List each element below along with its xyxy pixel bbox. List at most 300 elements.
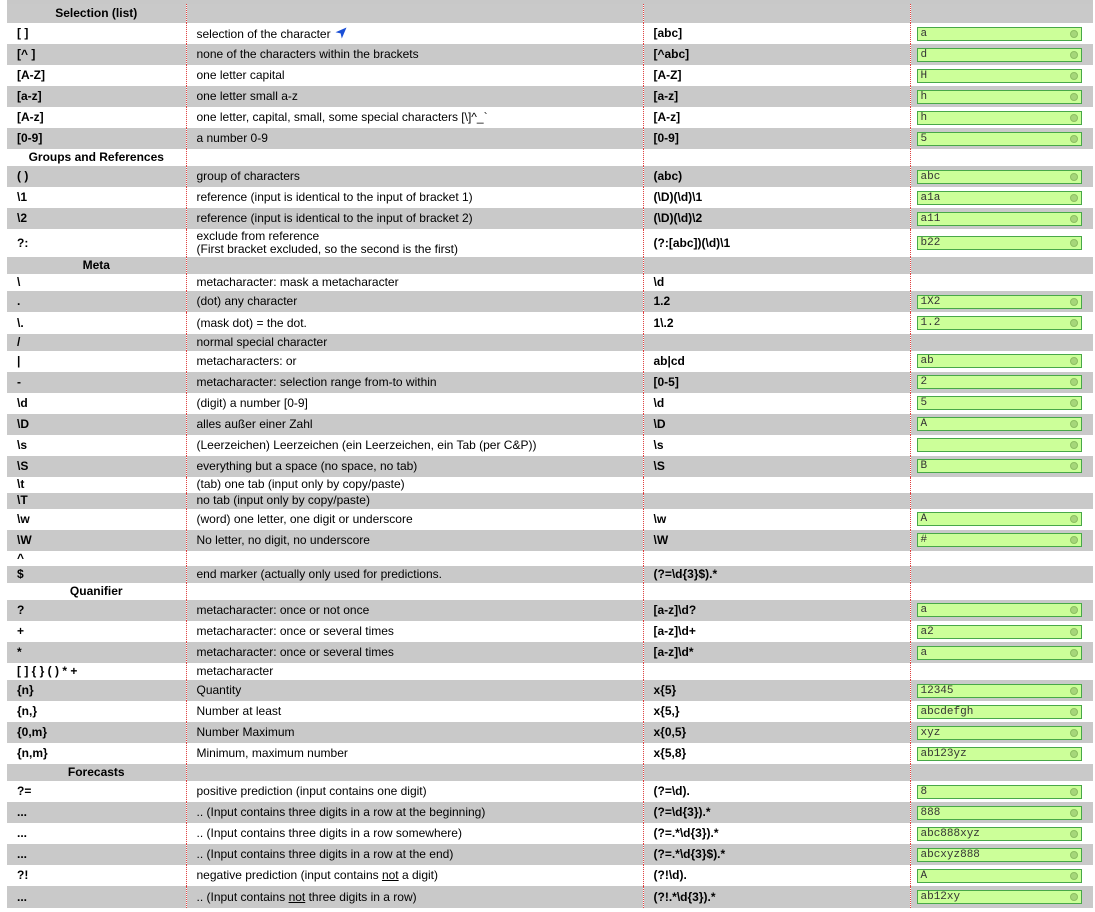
regex-example: (\D)(\d)\1 [643, 187, 910, 208]
test-input[interactable] [917, 48, 1082, 62]
valid-dot-icon [1070, 708, 1078, 716]
description [186, 566, 643, 583]
table-row [7, 701, 1093, 722]
regex-example: [A-Z] [643, 65, 910, 86]
section-header [7, 583, 1093, 600]
regex-symbol: [ ] [7, 23, 186, 44]
table-row [7, 642, 1093, 663]
regex-example: [abc] [643, 23, 910, 44]
table-row [7, 663, 1093, 680]
regex-symbol: / [7, 334, 186, 351]
valid-dot-icon [1070, 399, 1078, 407]
regex-example: (?=\d{3}).* [643, 802, 910, 823]
valid-dot-icon [1070, 298, 1078, 306]
regex-symbol: [A-Z] [7, 65, 186, 86]
table-row [7, 477, 1093, 493]
regex-symbol: \s [7, 435, 186, 456]
valid-dot-icon [1070, 893, 1078, 901]
test-input[interactable] [917, 533, 1082, 547]
table-row [7, 456, 1093, 477]
table-row [7, 530, 1093, 551]
test-input[interactable] [917, 90, 1082, 104]
test-input[interactable] [917, 785, 1082, 799]
description [186, 551, 643, 566]
description [186, 493, 643, 509]
navigation-arrow-icon [335, 27, 347, 39]
description-text: one letter capital [196, 68, 285, 83]
regex-example: (?=\d). [643, 781, 910, 802]
test-input[interactable] [917, 111, 1082, 125]
regex-example [643, 477, 910, 493]
valid-dot-icon [1070, 649, 1078, 657]
description-text: a number 0-9 [196, 131, 268, 146]
regex-example: 1.2 [643, 291, 910, 312]
table-row [7, 844, 1093, 865]
test-input-value: a [920, 646, 928, 659]
description-text: .. (Input contains three digits in a row at the beginning) [196, 805, 486, 820]
regex-symbol: \2 [7, 208, 186, 229]
description [186, 781, 643, 802]
section-title: Selection (list) [7, 4, 186, 23]
valid-dot-icon [1070, 30, 1078, 38]
table-row [7, 274, 1093, 291]
valid-dot-icon [1070, 536, 1078, 544]
regex-symbol: | [7, 351, 186, 372]
test-input[interactable] [917, 170, 1082, 184]
description-text: (Leerzeichen) Leerzeichen (ein Leerzeichen, ein Tab (per C&P)) [196, 437, 537, 452]
table-row [7, 865, 1093, 886]
test-input-value: ab [920, 355, 934, 368]
section-header [7, 149, 1093, 166]
description-text-line2: (First bracket excluded, so the second is the first) [196, 242, 458, 257]
test-input[interactable] [917, 512, 1082, 526]
test-input-value: d [920, 48, 928, 61]
valid-dot-icon [1070, 515, 1078, 523]
description [186, 128, 643, 149]
regex-symbol: ... [7, 823, 186, 844]
regex-example [643, 334, 910, 351]
valid-dot-icon [1070, 628, 1078, 636]
test-input[interactable] [917, 869, 1082, 883]
description [186, 865, 643, 886]
description [186, 23, 643, 44]
description [186, 621, 643, 642]
description-text: .. (Input contains [196, 889, 289, 904]
description [186, 701, 643, 722]
description-text: metacharacter: selection range from-to within [196, 374, 437, 389]
test-input[interactable] [917, 354, 1082, 368]
description [186, 166, 643, 187]
regex-example: \w [643, 509, 910, 530]
valid-dot-icon [1070, 830, 1078, 838]
description [186, 802, 643, 823]
regex-symbol: {0,m} [7, 722, 186, 743]
valid-dot-icon [1070, 114, 1078, 122]
description [186, 414, 643, 435]
test-input-value: A [920, 869, 928, 882]
regex-reference-table [7, 4, 1093, 908]
test-input[interactable] [917, 747, 1082, 761]
test-input-value: ab123yz [920, 747, 967, 760]
table-row [7, 393, 1093, 414]
table-row [7, 743, 1093, 764]
section-title: Meta [7, 257, 186, 274]
regex-symbol: {n,} [7, 701, 186, 722]
test-input-value: A [920, 513, 928, 526]
test-input[interactable] [917, 438, 1082, 452]
table-row [7, 44, 1093, 65]
valid-dot-icon [1070, 378, 1078, 386]
test-input[interactable] [917, 295, 1082, 309]
test-input-value: 12345 [920, 684, 954, 697]
regex-example [643, 663, 910, 680]
emphasis-text: not [381, 868, 399, 883]
description [186, 208, 643, 229]
description-text: metacharacter: once or several times [196, 624, 394, 638]
description [186, 743, 643, 764]
test-input-value: ab12xy [920, 891, 961, 904]
valid-dot-icon [1070, 135, 1078, 143]
test-input-value: 1X2 [920, 295, 941, 308]
description-text: Number Maximum [196, 725, 295, 740]
section-title: Quanifier [7, 583, 186, 600]
valid-dot-icon [1070, 788, 1078, 796]
description [186, 509, 643, 530]
description [186, 229, 643, 257]
description-text: metacharacter: once or several times [196, 645, 394, 660]
regex-symbol: \1 [7, 187, 186, 208]
regex-symbol: ? [7, 600, 186, 621]
test-input[interactable] [917, 69, 1082, 83]
table-row [7, 351, 1093, 372]
regex-symbol: [0-9] [7, 128, 186, 149]
description [186, 44, 643, 65]
table-row [7, 334, 1093, 351]
regex-symbol: \d [7, 393, 186, 414]
valid-dot-icon [1070, 173, 1078, 181]
test-input-value: a11 [920, 212, 941, 225]
test-input-value: 1.2 [920, 317, 941, 329]
description [186, 886, 643, 908]
test-input-value: 5 [920, 132, 928, 145]
test-input-value: B [920, 460, 928, 473]
table-row [7, 23, 1093, 44]
description-text: selection of the character [196, 26, 331, 41]
regex-symbol: [^ ] [7, 44, 186, 65]
description-text: (mask dot) = the dot. [196, 315, 307, 330]
description [186, 372, 643, 393]
description-text: Quantity [196, 683, 242, 698]
table-row [7, 107, 1093, 128]
description [186, 86, 643, 107]
valid-dot-icon [1070, 319, 1078, 327]
test-input[interactable] [917, 375, 1082, 389]
regex-example: (abc) [643, 166, 910, 187]
description-text: negative prediction (input contains [196, 868, 382, 883]
regex-symbol: \t [7, 477, 186, 493]
valid-dot-icon [1070, 93, 1078, 101]
test-input[interactable] [917, 726, 1082, 740]
table-row [7, 187, 1093, 208]
description-text: no tab (input only by copy/paste) [196, 493, 370, 508]
table-row [7, 312, 1093, 333]
table-row [7, 551, 1093, 566]
regex-example: x{5,8} [643, 743, 910, 764]
table-row [7, 802, 1093, 823]
regex-example: [0-9] [643, 128, 910, 149]
description [186, 530, 643, 551]
regex-example: \s [643, 435, 910, 456]
test-input[interactable] [917, 827, 1082, 841]
valid-dot-icon [1070, 809, 1078, 817]
description [186, 823, 643, 844]
table-row [7, 680, 1093, 701]
regex-symbol: ... [7, 844, 186, 865]
table-row [7, 509, 1093, 530]
description [186, 187, 643, 208]
regex-symbol: \w [7, 509, 186, 530]
test-input[interactable] [917, 684, 1082, 698]
section-header [7, 257, 1093, 274]
regex-symbol: - [7, 372, 186, 393]
regex-symbol: $ [7, 566, 186, 583]
test-input[interactable] [917, 417, 1082, 431]
test-input[interactable] [917, 191, 1082, 205]
test-input-value: abc [920, 170, 941, 183]
regex-symbol: \S [7, 456, 186, 477]
description-text: group of characters [196, 169, 300, 184]
regex-example: (?:[abc])(\d)\1 [643, 229, 910, 257]
valid-dot-icon [1070, 239, 1078, 247]
table-row [7, 600, 1093, 621]
regex-example: 1\.2 [643, 312, 910, 333]
regex-symbol: [A-z] [7, 107, 186, 128]
description [186, 312, 643, 333]
regex-symbol: {n} [7, 680, 186, 701]
description-text: metacharacter: mask a metacharacter [196, 275, 399, 290]
description-text: (word) one letter, one digit or underscore [196, 511, 413, 526]
regex-example: [^abc] [643, 44, 910, 65]
description-text: normal special character [196, 334, 328, 349]
regex-symbol: * [7, 642, 186, 663]
valid-dot-icon [1070, 872, 1078, 880]
regex-example: (?!\d). [643, 865, 910, 886]
description [186, 435, 643, 456]
regex-symbol: . [7, 291, 186, 312]
regex-example: x{5} [643, 680, 910, 701]
valid-dot-icon [1070, 357, 1078, 365]
description [186, 642, 643, 663]
section-header [7, 764, 1093, 781]
regex-symbol: {n,m} [7, 743, 186, 764]
table-row [7, 493, 1093, 509]
description-text: metacharacter: once or not once [196, 602, 370, 617]
regex-symbol: ... [7, 802, 186, 823]
description [186, 65, 643, 86]
regex-symbol: ... [7, 886, 186, 908]
description [186, 844, 643, 865]
test-input-value: b22 [920, 237, 941, 250]
regex-example: (?=.*\d{3}$).* [643, 844, 910, 865]
description-text: .. (Input contains three digits in a row at the end) [196, 847, 454, 862]
test-input[interactable] [917, 625, 1082, 639]
description-text: metacharacters: or [196, 353, 297, 368]
table-row [7, 435, 1093, 456]
valid-dot-icon [1070, 194, 1078, 202]
description-text: none of the characters within the brackets [196, 47, 419, 62]
test-input[interactable] [917, 848, 1082, 862]
description-text: exclude from reference [196, 229, 320, 244]
description-text: metacharacter [196, 664, 274, 679]
description-text: a digit) [398, 868, 438, 883]
valid-dot-icon [1070, 72, 1078, 80]
regex-symbol: \D [7, 414, 186, 435]
description-text: one letter small a-z [196, 89, 298, 104]
test-input-value: abcdefgh [920, 705, 974, 718]
regex-example: [a-z]\d+ [643, 621, 910, 642]
description-text: one letter, capital, small, some special characters [\]^_` [196, 110, 488, 125]
description-text: (dot) any character [196, 294, 298, 309]
test-input-value: h [920, 90, 928, 103]
test-input-value: abcxyz888 [920, 848, 980, 861]
table-row [7, 781, 1093, 802]
regex-symbol: \. [7, 312, 186, 333]
test-input-value: 5 [920, 397, 928, 410]
description [186, 680, 643, 701]
emphasis-text: not [288, 889, 306, 904]
test-input[interactable] [917, 132, 1082, 146]
test-input-value: a [920, 27, 928, 40]
regex-example: [A-z] [643, 107, 910, 128]
regex-symbol: ( ) [7, 166, 186, 187]
regex-symbol: \W [7, 530, 186, 551]
regex-example [643, 493, 910, 509]
regex-example: \d [643, 274, 910, 291]
test-input[interactable] [917, 459, 1082, 473]
test-input-value: 888 [920, 806, 941, 819]
table-row [7, 414, 1093, 435]
regex-example: (?!.*\d{3}).* [643, 886, 910, 908]
test-input[interactable] [917, 212, 1082, 226]
description [186, 274, 643, 291]
test-input-value: abc888xyz [920, 827, 980, 840]
regex-example: ab|cd [643, 351, 910, 372]
regex-symbol: [ ] { } ( ) * + [7, 663, 186, 680]
description-text: (tab) one tab (input only by copy/paste) [196, 477, 405, 492]
regex-symbol: + [7, 621, 186, 642]
test-input-value: a1a [920, 191, 941, 204]
description-text: reference (input is identical to the input of bracket 1) [196, 190, 473, 205]
regex-example: \d [643, 393, 910, 414]
description [186, 600, 643, 621]
description-text: Minimum, maximum number [196, 746, 348, 761]
table-row [7, 566, 1093, 583]
valid-dot-icon [1070, 729, 1078, 737]
regex-symbol: ?= [7, 781, 186, 802]
valid-dot-icon [1070, 420, 1078, 428]
table-row [7, 166, 1093, 187]
test-input-value: a2 [920, 625, 934, 638]
section-title: Forecasts [7, 764, 186, 781]
test-input[interactable] [917, 236, 1082, 250]
regex-example: (?=\d{3}$).* [643, 566, 910, 583]
test-input[interactable] [917, 316, 1082, 330]
test-input-value: 8 [920, 785, 928, 798]
table-row [7, 823, 1093, 844]
test-input-value: h [920, 111, 928, 124]
valid-dot-icon [1070, 215, 1078, 223]
valid-dot-icon [1070, 750, 1078, 758]
valid-dot-icon [1070, 51, 1078, 59]
section-header [7, 4, 1093, 23]
regex-example: x{5,} [643, 701, 910, 722]
table-row [7, 372, 1093, 393]
test-input[interactable] [917, 806, 1082, 820]
table-row [7, 621, 1093, 642]
description-text: .. (Input contains three digits in a row somewhere) [196, 826, 462, 841]
test-input-value: xyz [920, 726, 941, 739]
regex-symbol: ^ [7, 551, 186, 566]
test-input-value: H [920, 69, 928, 82]
regex-example [643, 551, 910, 566]
description [186, 477, 643, 493]
valid-dot-icon [1070, 462, 1078, 470]
description-text: positive prediction (input contains one digit) [196, 784, 427, 799]
test-input[interactable] [917, 603, 1082, 617]
valid-dot-icon [1070, 441, 1078, 449]
test-input-value: a [920, 604, 928, 617]
test-input-value: A [920, 418, 928, 431]
regex-example: \D [643, 414, 910, 435]
description-text: three digits in a row) [305, 889, 417, 904]
description-text: everything but a space (no space, no tab) [196, 458, 418, 473]
regex-example: [0-5] [643, 372, 910, 393]
table-row [7, 886, 1093, 908]
test-input-value: # [920, 534, 928, 547]
table-row [7, 86, 1093, 107]
test-input[interactable] [917, 890, 1082, 904]
test-input-value: 2 [920, 376, 928, 389]
regex-example: \S [643, 456, 910, 477]
description-text: end marker (actually only used for predictions. [196, 566, 442, 581]
description-text: Number at least [196, 704, 282, 719]
regex-example: (\D)(\d)\2 [643, 208, 910, 229]
test-input[interactable] [917, 396, 1082, 410]
regex-symbol: [a-z] [7, 86, 186, 107]
test-input[interactable] [917, 646, 1082, 660]
description-text: No letter, no digit, no underscore [196, 532, 370, 547]
description [186, 334, 643, 351]
test-input[interactable] [917, 705, 1082, 719]
valid-dot-icon [1070, 851, 1078, 859]
test-input[interactable] [917, 27, 1082, 41]
table-row [7, 128, 1093, 149]
regex-example: \W [643, 530, 910, 551]
description [186, 663, 643, 680]
description [186, 722, 643, 743]
regex-symbol: \ [7, 274, 186, 291]
description-text: reference (input is identical to the input of bracket 2) [196, 211, 473, 226]
regex-example: [a-z]\d? [643, 600, 910, 621]
section-title: Groups and References [7, 149, 186, 166]
valid-dot-icon [1070, 687, 1078, 695]
table-row [7, 208, 1093, 229]
description-text: (digit) a number [0-9] [196, 395, 308, 410]
table-row [7, 229, 1093, 257]
regex-symbol: ?: [7, 229, 186, 257]
regex-symbol: ?! [7, 865, 186, 886]
valid-dot-icon [1070, 606, 1078, 614]
